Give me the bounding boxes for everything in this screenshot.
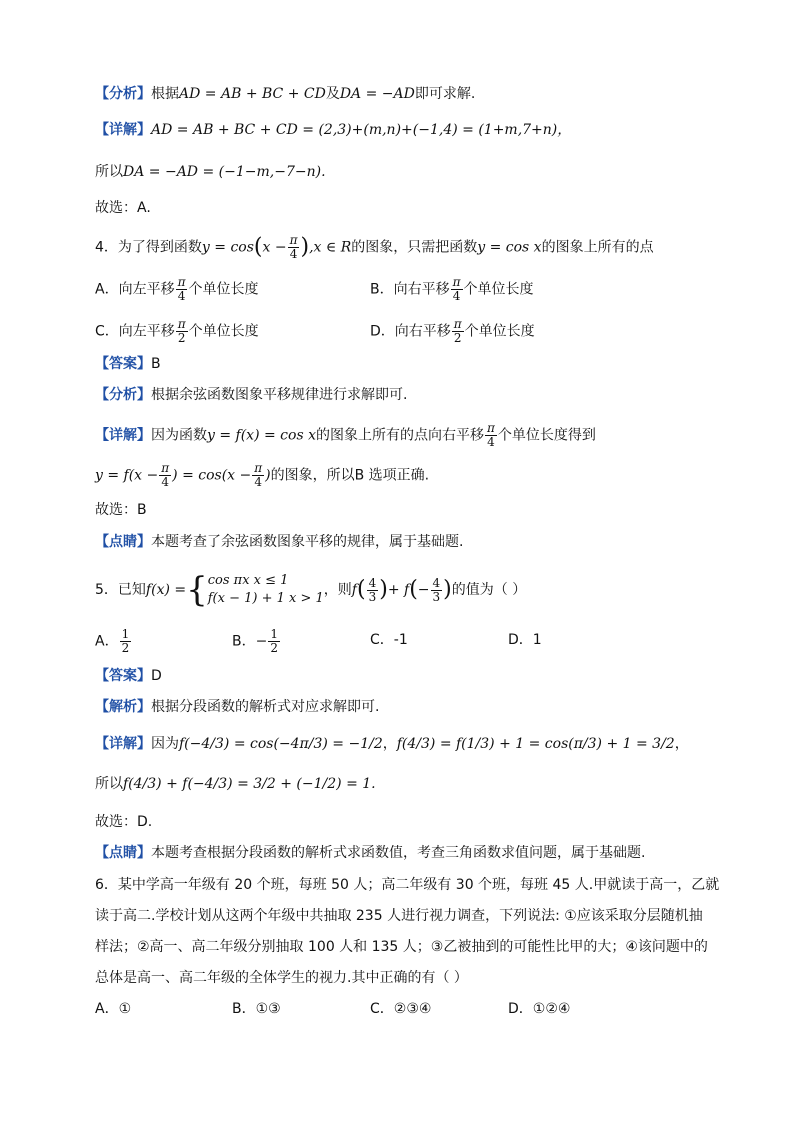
q5-choose: 故选：D.	[95, 814, 153, 830]
answer-tag: 【答案】	[95, 356, 151, 372]
q3-detail-formula: AD = AB + BC + CD = (2,3)+(m,n)+(−1,4) = (1+m,7+n)，	[151, 122, 572, 138]
q5-answer-line: 【答案】D	[95, 668, 162, 684]
q5-option-d[interactable]: D．1	[508, 632, 542, 648]
q3-analysis-formula: AD = AB + BC + CD	[179, 86, 326, 102]
q5-cases: cos πx x ≤ 1 f(x − 1) + 1 x > 1	[207, 573, 324, 606]
q5-option-c[interactable]: C．-1	[370, 632, 408, 648]
q6-line2: 读于高二.学校计划从这两个年级中共抽取 235 人进行视力调查，下列说法: ①应该采取分层随机抽	[95, 908, 703, 924]
q4-option-a[interactable]: A．向左平移 $\frac{\pi}{4}$ 个单位长度	[95, 275, 259, 303]
q4-analysis: 根据余弦函数图象平移规律进行求解即可.	[151, 387, 408, 403]
comment-tag: 【点睛】	[95, 534, 151, 550]
q4-stem-b: 的图象，只需把函数	[351, 239, 478, 256]
q4-answer-line	[95, 354, 161, 374]
q4-stem-formula: y = cos	[201, 239, 254, 256]
q4-answer: B	[151, 356, 161, 372]
q4-analysis-line: 【分析】根据余弦函数图象平移规律进行求解即可.	[95, 387, 408, 403]
q4-stem-c: 的图象上所有的点	[541, 239, 654, 256]
q4-option-d[interactable]: D．向右平移 $\frac{\pi}{2}$ 个单位长度	[370, 317, 535, 345]
q4-detail-line: 【详解】因为函数y = f(x) = cos x的图象上所有的点向右平移 $\frac{\pi}{4}$ 个单位长度得到	[95, 421, 596, 449]
q3-analysis-line	[95, 84, 475, 104]
q5-so-line: 所以f(4/3) + f(−4/3) = 3/2 + (−1/2) = 1.	[95, 776, 376, 792]
q4-stem-arg: x −	[262, 239, 287, 256]
q3-so-text: 所以	[95, 164, 123, 180]
q4-stem-domain: ,x ∈ R	[309, 239, 352, 256]
q4-stem-formula2: y = cos x	[477, 239, 542, 256]
q3-analysis-text-b: 及	[325, 86, 340, 102]
q4-option-b[interactable]: B．向右平移 $\frac{\pi}{4}$ 个单位长度	[370, 275, 534, 303]
q4-stem: 4．为了得到函数y = cos(x − $\frac{\pi}{4}$ ),x ∈ R的图象，只需把函数y = cos x的图象上所有的点	[95, 233, 654, 261]
q3-so-formula: DA = −AD = (−1−m,−7−n).	[123, 164, 326, 180]
q4-comment-line: 【点睛】本题考查了余弦函数图象平移的规律，属于基础题.	[95, 534, 464, 550]
q5-stem: 5．已知f(x) ={ cos πx x ≤ 1 f(x − 1) + 1 x > 1 ，则f( $\frac{4}{3}$ )+ f(− $\frac{4}{3}$ )的值为（ ）	[95, 570, 527, 610]
q3-so-line	[95, 162, 326, 182]
q4-stem-frac: $\frac{\pi}{4}$	[289, 233, 298, 261]
q5-option-a[interactable]: A． $\frac{1}{2}$	[95, 627, 130, 655]
q6-option-d[interactable]: D．①②④	[508, 1001, 571, 1017]
q6-line3: 样法；②高一、高二年级分别抽取 100 人和 135 人；③乙被抽到的可能性比甲的大；④该问题中的	[95, 939, 708, 955]
q4-option-c[interactable]: C．向左平移 $\frac{\pi}{2}$ 个单位长度	[95, 317, 259, 345]
q5-option-b[interactable]: B．− $\frac{1}{2}$	[232, 627, 278, 655]
q3-analysis-formula2: DA = −AD	[339, 86, 415, 102]
q5-comment-line: 【点睛】本题考查根据分段函数的解析式求函数值，考查三角函数求值问题，属于基础题.	[95, 845, 646, 861]
q6-option-c[interactable]: C．②③④	[370, 1001, 432, 1017]
q5-detail-line: 【详解】因为f(−4/3) = cos(−4π/3) = −1/2，f(4/3) = f(1/3) + 1 = cos(π/3) + 1 = 3/2，	[95, 736, 689, 752]
solution-tag: 【解析】	[95, 699, 151, 715]
q4-detail2-line: y = f(x − $\frac{\pi}{4}$ ) = cos(x − $\frac{\pi}{4}$ )的图象，所以B 选项正确.	[95, 461, 430, 489]
q3-analysis-text-c: 即可求解.	[414, 86, 476, 102]
analysis-tag: 【分析】	[95, 86, 151, 102]
q5-solution-line: 【解析】根据分段函数的解析式对应求解即可.	[95, 699, 380, 715]
q5-answer: D	[151, 668, 162, 684]
q3-choose: 故选：A.	[95, 200, 151, 216]
detail-tag: 【详解】	[95, 122, 151, 138]
q6-line1: 6．某中学高一年级有 20 个班，每班 50 人；高二年级有 30 个班，每班 45 人.甲就读于高一，乙就	[95, 877, 720, 893]
q3-analysis-text-a: 根据	[151, 86, 179, 102]
q6-line4: 总体是高一、高二年级的全体学生的视力.其中正确的有（ ）	[95, 970, 468, 986]
q3-detail-line	[95, 120, 571, 140]
q6-option-b[interactable]: B．①③	[232, 1001, 281, 1017]
q4-stem-a: 4．为了得到函数	[95, 239, 202, 256]
q6-option-a[interactable]: A．①	[95, 1001, 132, 1017]
q4-choose: 故选：B	[95, 502, 147, 518]
